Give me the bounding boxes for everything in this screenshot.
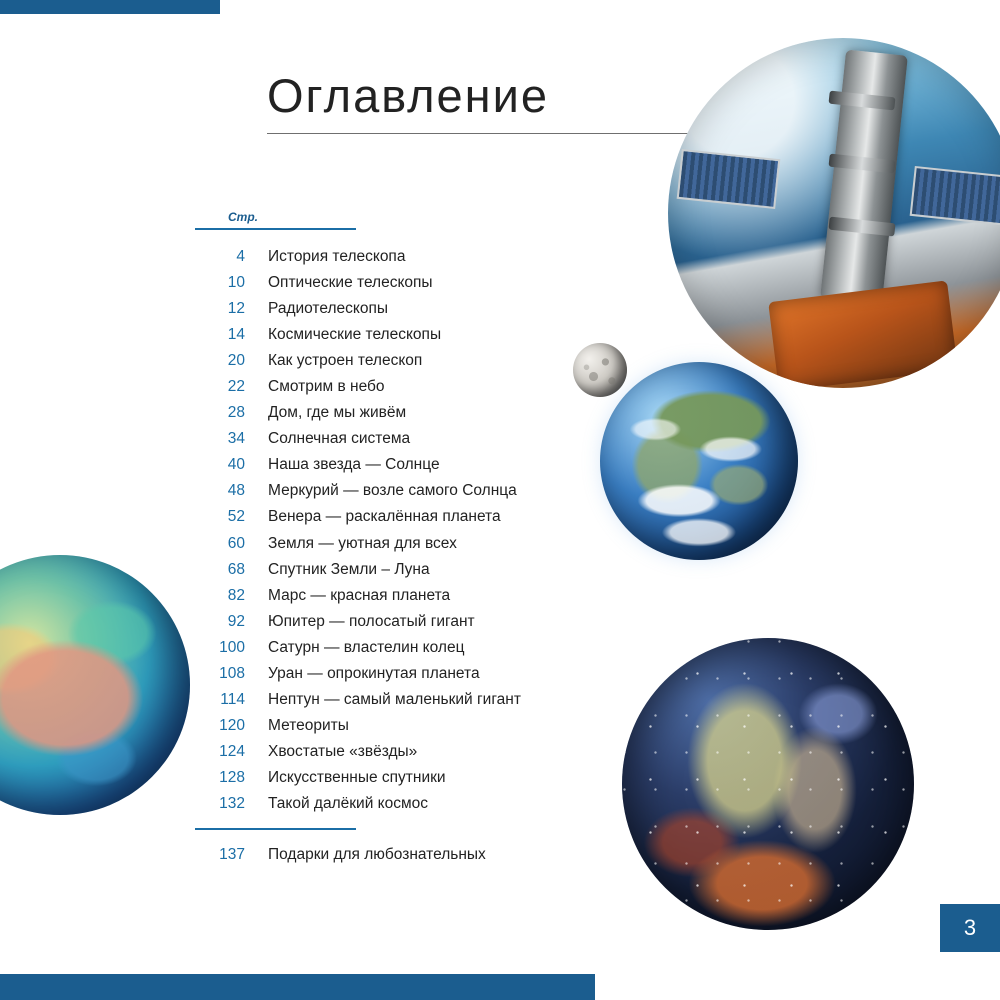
toc-entry[interactable] (195, 378, 615, 395)
toc-entry[interactable] (195, 535, 615, 552)
toc-entry[interactable] (195, 795, 615, 812)
toc-entry-page: 137 (219, 846, 245, 864)
toc-entry-label: Радиотелескопы (268, 300, 388, 318)
venus-surface-photo (0, 555, 190, 815)
toc-entry[interactable] (195, 717, 615, 734)
toc-entry-label: Сатурн — властелин колец (268, 638, 465, 656)
top-left-accent-bar (0, 0, 220, 14)
page-title: Оглавление (267, 69, 550, 122)
page-number-badge: 3 (940, 904, 1000, 952)
toc-entry[interactable] (195, 248, 615, 265)
toc-entry-label: Нептун — самый маленький гигант (268, 690, 521, 708)
toc-entry-label: Хвостатые «звёзды» (268, 742, 418, 760)
toc-entry-page: 60 (227, 534, 245, 552)
toc-entry-label: Наша звезда — Солнце (268, 456, 440, 474)
toc-entry[interactable] (195, 404, 615, 421)
toc-entry-label: Подарки для любознательных (268, 846, 486, 864)
toc-entry-label: Искусственные спутники (268, 768, 446, 786)
toc-entry-label: Солнечная система (268, 430, 411, 448)
toc-entry[interactable] (195, 508, 615, 525)
toc-entry-label: Такой далёкий космос (268, 794, 429, 812)
toc-entry-page: 128 (219, 768, 245, 786)
toc-entry-page: 114 (220, 690, 245, 708)
toc-entry[interactable] (195, 352, 615, 369)
earth-photo (600, 362, 798, 560)
toc-entry-page: 92 (227, 612, 245, 630)
toc-entry[interactable] (195, 587, 615, 604)
nebula-photo (622, 638, 914, 930)
toc-entry-list (195, 248, 615, 812)
toc-entry-page: 14 (227, 326, 245, 344)
toc-entry[interactable] (195, 639, 615, 656)
toc-entry-label: Меркурий — возле самого Солнца (268, 482, 517, 500)
toc-entry-page: 52 (227, 508, 245, 526)
toc-entry[interactable] (195, 691, 615, 708)
toc-entry-label: Дом, где мы живём (268, 404, 407, 422)
column-header-page: Стр. (228, 210, 258, 224)
toc-entry-label: Оптические телескопы (268, 274, 433, 292)
toc-entry[interactable] (195, 274, 615, 291)
hubble-space-telescope-photo (668, 38, 1000, 388)
toc-entry[interactable] (195, 665, 615, 682)
toc-entry-label: Земля — уютная для всех (268, 534, 457, 552)
toc-entry-label: Спутник Земли – Луна (268, 560, 430, 578)
toc-entry-label: Космические телескопы (268, 326, 442, 344)
toc-entry-page: 68 (227, 560, 245, 578)
toc-entry-page: 48 (227, 482, 245, 500)
toc-entry[interactable] (195, 456, 615, 473)
toc-entry[interactable] (195, 300, 615, 317)
toc-entry-label: Юпитер — полосатый гигант (268, 612, 475, 630)
toc-entry[interactable] (195, 613, 615, 630)
toc-entry-label: Венера — раскалённая планета (268, 508, 501, 526)
telescope-solar-panel-right (910, 166, 1000, 226)
telescope-body (820, 49, 908, 304)
toc-entry[interactable] (195, 743, 615, 760)
toc-entry-page: 10 (227, 274, 245, 292)
toc-entry-page: 28 (227, 404, 245, 422)
toc-entry-page: 22 (227, 378, 245, 396)
toc-bottom-divider (195, 828, 356, 830)
toc-entry-page: 108 (219, 664, 245, 682)
toc-entry-label: Смотрим в небо (268, 378, 385, 396)
toc-entry-page: 12 (227, 300, 245, 318)
toc-entry[interactable] (195, 326, 615, 343)
toc-entry-page: 120 (219, 716, 245, 734)
table-of-contents (195, 210, 615, 872)
bottom-accent-bar (0, 974, 595, 1000)
toc-entry-page: 40 (227, 456, 245, 474)
toc-footer-entry[interactable] (195, 846, 615, 863)
toc-entry-page: 20 (227, 352, 245, 370)
toc-entry-page: 82 (227, 586, 245, 604)
toc-entry-page: 34 (227, 430, 245, 448)
toc-entry-page: 132 (219, 794, 245, 812)
toc-entry-label: Уран — опрокинутая планета (268, 664, 480, 682)
toc-entry-label: Марс — красная планета (268, 586, 451, 604)
toc-entry[interactable] (195, 561, 615, 578)
toc-entry-page: 100 (219, 638, 245, 656)
telescope-solar-panel-left (676, 148, 780, 208)
toc-entry-label: Метеориты (268, 716, 349, 734)
toc-entry-label: Как устроен телескоп (268, 352, 423, 370)
toc-entry-page: 124 (219, 742, 245, 760)
toc-entry-label: История телескопа (268, 248, 406, 265)
toc-entry[interactable] (195, 769, 615, 786)
toc-entry[interactable] (195, 430, 615, 447)
toc-entry[interactable] (195, 482, 615, 499)
toc-top-divider (195, 228, 356, 230)
toc-entry-page: 4 (236, 248, 245, 265)
